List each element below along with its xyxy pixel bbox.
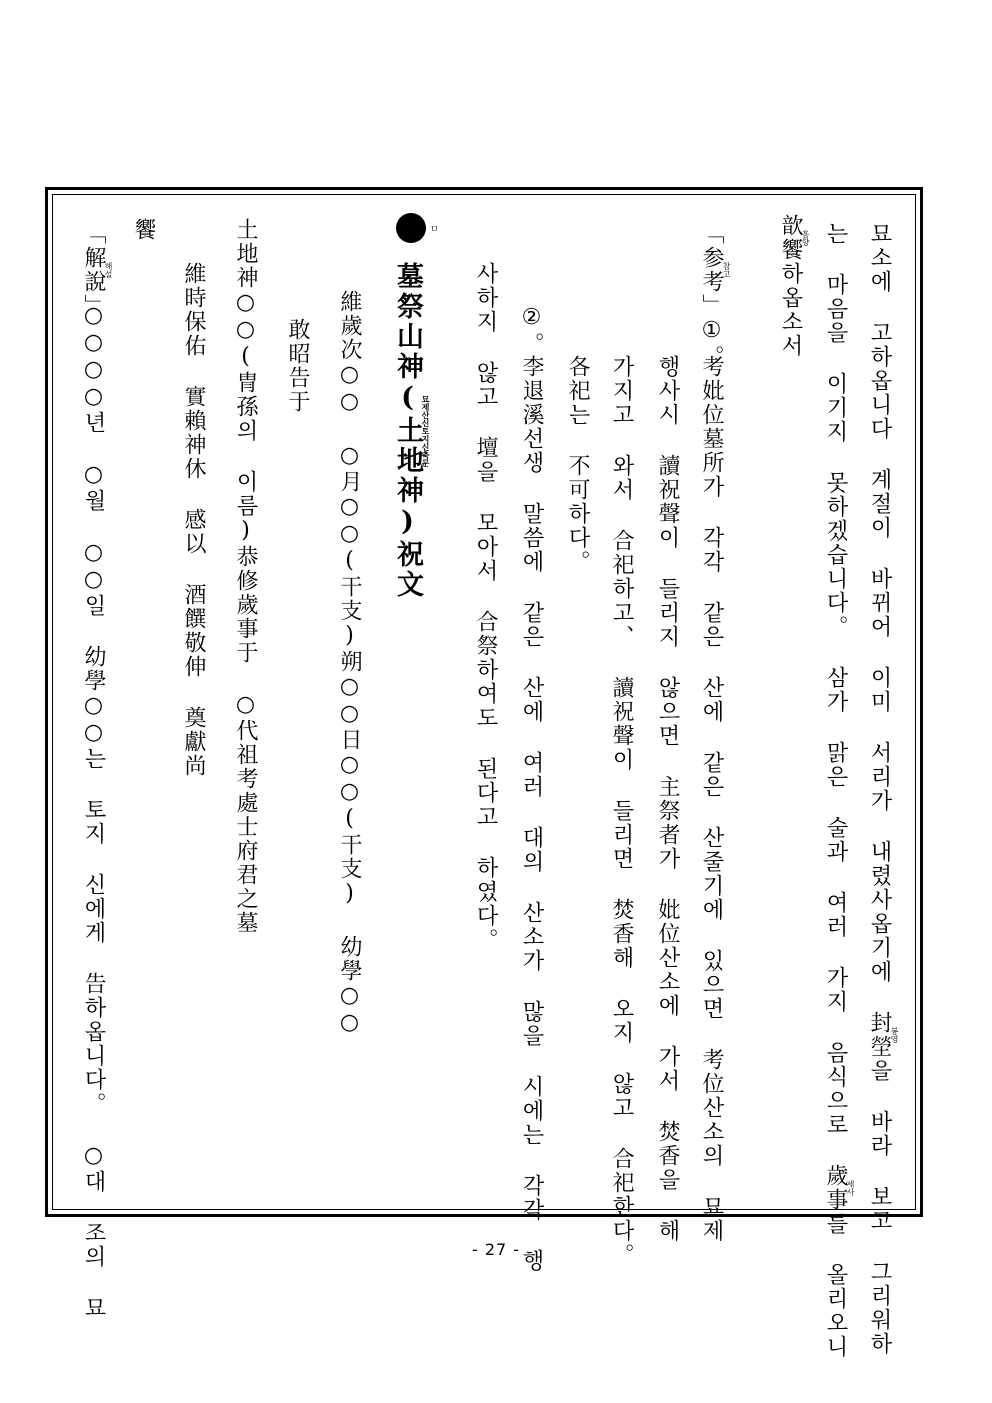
reference-item1-line-d: 各祀는 不可하다。	[565, 355, 590, 574]
body-line-1-text: 묘소에 고하옵니다 계절이 바뀌어 이미 서리가 내렸사옵기에	[867, 222, 892, 1011]
bullet-dot	[396, 213, 426, 243]
body-line-2	[824, 222, 855, 1359]
body-line-1-tail: 을 바라 보고 그리워하	[867, 1059, 892, 1356]
reference-item1-line-a: 考妣位墓所가 각각 같은 산에 같은 산줄기에 있으면 考位산소의 묘제	[699, 355, 724, 1243]
prayer-line-4: 維時保佑 實賴神休 感以 酒饌敬伸 奠獻尚	[181, 262, 206, 778]
body-line-2-text: 는 마음을 이기지 못하겠습니다。 삼가 맑은 술과 여러 가지 음식으로	[823, 222, 848, 1164]
reference-item2-line-b: 사하지 않고 壇을 모아서 合祭하여도 된다고 하였다。	[473, 262, 498, 952]
reference-item2-marker: ②。	[519, 305, 544, 356]
explanation-line: ○○○○년 ○월 ○○일 幼學○○는 토지 신에게 告하옵니다。 ○대 조의 묘	[81, 303, 106, 1320]
body-line-3	[779, 214, 810, 358]
reference-item2-line-a: 李退溪선생 말씀에 같은 산에 여러 대의 산소가 많을 시에는 각각 행	[519, 355, 544, 1273]
body-line-1	[868, 222, 899, 1356]
ruby-sesa: 歲事세사	[823, 1164, 855, 1212]
prayer-line-2: 敢昭告于	[285, 318, 310, 414]
prayer-line-1: 維歲次○○ ○月○○(干支)朔○○日○○(干支) 幼學○○	[337, 290, 362, 1037]
prayer-line-5: 饗	[131, 218, 156, 242]
body-line-2-tail: 를 올리오니	[823, 1212, 848, 1359]
reference-item1-marker: ①。	[699, 318, 724, 369]
prayer-line-3: 土地神○○(冑孫의 이름)恭修歲事于 ○代祖考處士府君之墓	[233, 218, 258, 935]
ruby-heumhyang: 歆饗흠향	[778, 214, 810, 262]
ruby-bongyeong: 封塋봉영	[867, 1011, 899, 1059]
reference-item1-line-c: 가지고 와서 合祀하고、 讀祝聲이 들리면 焚香해 오지 않고 合祀한다。	[609, 355, 634, 1267]
explanation-heading: 「解說」해설	[81, 222, 113, 318]
reference-heading-text: 「参考」	[699, 222, 724, 318]
body-line-3-tail: 하옵소서	[778, 262, 803, 358]
page-number: - 27 -	[471, 1240, 521, 1259]
reference-item1-line-b: 행사시 讀祝聲이 들리지 않으면 主祭者가 妣位산소에 가서 焚香을 해	[655, 355, 680, 1243]
reference-heading: 「参考」참고①。	[699, 222, 731, 369]
bullet-dot-label: ㅁ	[430, 225, 439, 235]
section-title: 墓祭山神(土地神)祝文묘제산신토지신축문	[392, 262, 430, 600]
